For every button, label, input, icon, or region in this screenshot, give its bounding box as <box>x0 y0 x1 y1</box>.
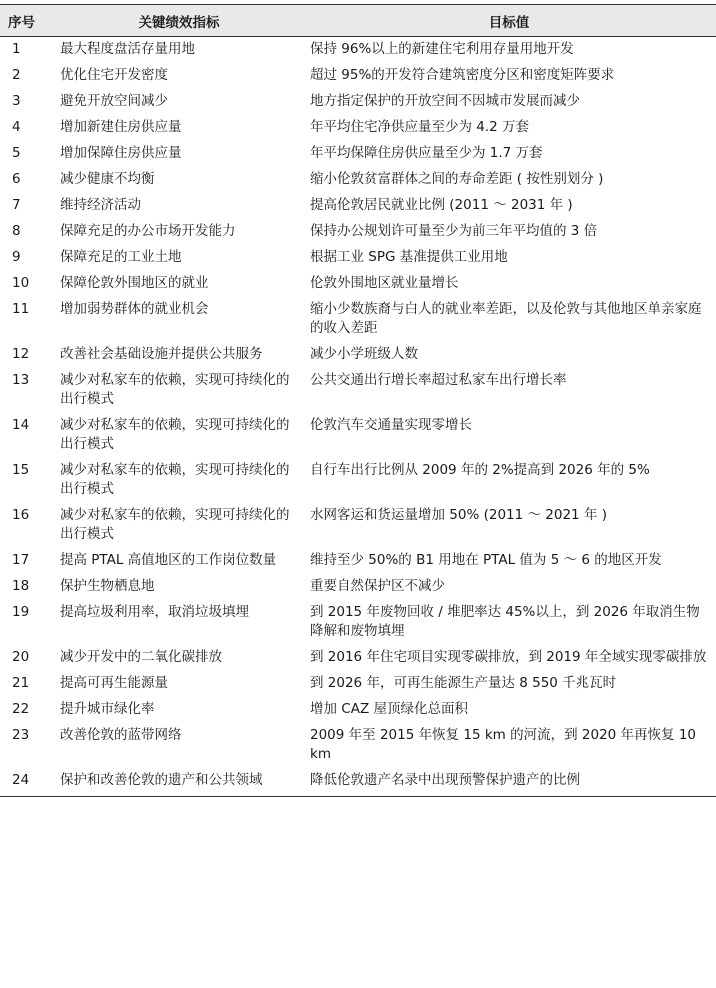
table-row <box>0 671 716 697</box>
row-target: 地方指定保护的开放空间不因城市发展而减少 <box>310 93 580 109</box>
header-row <box>0 5 716 37</box>
row-kpi: 最大程度盘活存量用地 <box>60 41 195 57</box>
row-target: 到 2026 年，可再生能源生产量达 8 550 千兆瓦时 <box>310 675 617 691</box>
table-header <box>0 5 716 37</box>
row-kpi: 提高垃圾利用率，取消垃圾填埋 <box>60 604 249 620</box>
table-row <box>0 697 716 723</box>
row-target: 缩小伦敦贫富群体之间的寿命差距 ( 按性别划分 ) <box>310 171 604 187</box>
row-number: 19 <box>12 604 30 620</box>
row-target: 降低伦敦遗产名录中出现预警保护遗产的比例 <box>302 768 716 797</box>
table-row <box>0 548 716 574</box>
row-target: 减少小学班级人数 <box>310 346 418 362</box>
row-number: 4 <box>12 119 21 135</box>
row-number: 5 <box>12 145 21 161</box>
row-kpi: 减少对私家车的依赖，实现可持续化的出行模式 <box>60 462 290 497</box>
row-target: 超过 95%的开发符合建筑密度分区和密度矩阵要求 <box>310 67 615 83</box>
table-row <box>0 37 716 64</box>
row-target: 重要自然保护区不减少 <box>310 578 445 594</box>
table-row <box>0 63 716 89</box>
row-number: 11 <box>12 301 30 317</box>
table-row <box>0 115 716 141</box>
row-target: 缩小少数族裔与白人的就业率差距，以及伦敦与其他地区单亲家庭的收入差距 <box>310 301 702 336</box>
row-target: 年平均保障住房供应量至少为 1.7 万套 <box>310 145 543 161</box>
row-number: 20 <box>12 649 30 665</box>
table-row <box>0 600 716 645</box>
row-kpi: 增加弱势群体的就业机会 <box>60 301 209 317</box>
row-kpi: 保障伦敦外围地区的就业 <box>60 275 209 291</box>
row-target: 年平均住宅净供应量至少为 4.2 万套 <box>310 119 530 135</box>
row-kpi: 保障充足的工业土地 <box>60 249 182 265</box>
row-kpi: 减少对私家车的依赖，实现可持续化的出行模式 <box>60 372 290 407</box>
kpi-table <box>0 4 716 797</box>
row-kpi: 保障充足的办公市场开发能力 <box>60 223 236 239</box>
row-kpi: 优化住宅开发密度 <box>60 67 168 83</box>
table-row <box>0 89 716 115</box>
table-row <box>0 645 716 671</box>
row-target: 水网客运和货运量增加 50% (2011 ～ 2021 年 ) <box>310 507 607 523</box>
row-number: 13 <box>12 372 30 388</box>
row-number: 9 <box>12 249 21 265</box>
table-row <box>0 297 716 342</box>
row-target: 到 2015 年废物回收 / 堆肥率达 45%以上，到 2026 年取消生物降解和废物填埋 <box>310 604 700 639</box>
row-kpi: 避免开放空间减少 <box>60 93 168 109</box>
row-number: 18 <box>12 578 30 594</box>
row-target: 伦敦外围地区就业量增长 <box>310 275 459 291</box>
row-kpi: 增加保障住房供应量 <box>60 145 182 161</box>
row-kpi: 提高 PTAL 高值地区的工作岗位数量 <box>60 552 277 568</box>
table-row <box>0 458 716 503</box>
row-number: 22 <box>12 701 30 717</box>
row-target: 保持 96%以上的新建住宅利用存量用地开发 <box>310 41 574 57</box>
row-kpi: 改善社会基础设施并提供公共服务 <box>60 346 263 362</box>
row-number: 12 <box>12 346 30 362</box>
row-kpi: 保护和改善伦敦的遗产和公共领域 <box>56 768 302 797</box>
row-kpi: 提高可再生能源量 <box>60 675 168 691</box>
row-number: 10 <box>12 275 30 291</box>
row-number: 3 <box>12 93 21 109</box>
row-target: 伦敦汽车交通量实现零增长 <box>310 417 472 433</box>
table-body <box>0 37 716 797</box>
row-target: 保持办公规划许可量至少为前三年平均值的 3 倍 <box>310 223 598 239</box>
row-kpi: 减少健康不均衡 <box>60 171 155 187</box>
row-target: 根据工业 SPG 基准提供工业用地 <box>310 249 508 265</box>
header-target-value: 目标值 <box>302 5 716 37</box>
row-kpi: 减少开发中的二氧化碳排放 <box>60 649 222 665</box>
row-target: 到 2016 年住宅项目实现零碳排放，到 2019 年全域实现零碳排放 <box>310 649 707 665</box>
row-number: 6 <box>12 171 21 187</box>
table-row <box>0 723 716 768</box>
row-target: 提高伦敦居民就业比例 (2011 ～ 2031 年 ) <box>310 197 573 213</box>
row-target: 2009 年至 2015 年恢复 15 km 的河流，到 2020 年再恢复 10 km <box>310 727 697 762</box>
row-kpi: 维持经济活动 <box>60 197 141 213</box>
row-number: 16 <box>12 507 30 523</box>
table-row <box>0 768 716 797</box>
row-number: 1 <box>12 41 21 57</box>
row-number: 8 <box>12 223 21 239</box>
row-target: 增加 CAZ 屋顶绿化总面积 <box>310 701 468 717</box>
row-kpi: 改善伦敦的蓝带网络 <box>60 727 182 743</box>
table-row <box>0 167 716 193</box>
row-number: 21 <box>12 675 30 691</box>
table-row <box>0 219 716 245</box>
header-serial-number: 序号 <box>0 5 56 37</box>
row-target: 公共交通出行增长率超过私家车出行增长率 <box>310 372 567 388</box>
row-target: 维持至少 50%的 B1 用地在 PTAL 值为 5 ～ 6 的地区开发 <box>310 552 662 568</box>
row-number: 23 <box>12 727 30 743</box>
row-number: 7 <box>12 197 21 213</box>
table-row <box>0 193 716 219</box>
table-row <box>0 271 716 297</box>
row-kpi: 提升城市绿化率 <box>60 701 155 717</box>
row-number: 24 <box>0 768 56 797</box>
header-kpi: 关键绩效指标 <box>56 5 302 37</box>
table-row <box>0 503 716 548</box>
table-row <box>0 141 716 167</box>
row-number: 15 <box>12 462 30 478</box>
table-row <box>0 574 716 600</box>
table-row <box>0 342 716 368</box>
row-kpi: 保护生物栖息地 <box>60 578 155 594</box>
row-target: 自行车出行比例从 2009 年的 2%提高到 2026 年的 5% <box>310 462 650 478</box>
row-kpi: 减少对私家车的依赖，实现可持续化的出行模式 <box>60 507 290 542</box>
row-number: 2 <box>12 67 21 83</box>
table-row <box>0 413 716 458</box>
row-number: 14 <box>12 417 30 433</box>
row-kpi: 减少对私家车的依赖，实现可持续化的出行模式 <box>60 417 290 452</box>
table-row <box>0 245 716 271</box>
row-number: 17 <box>12 552 30 568</box>
row-kpi: 增加新建住房供应量 <box>60 119 182 135</box>
table-row <box>0 368 716 413</box>
